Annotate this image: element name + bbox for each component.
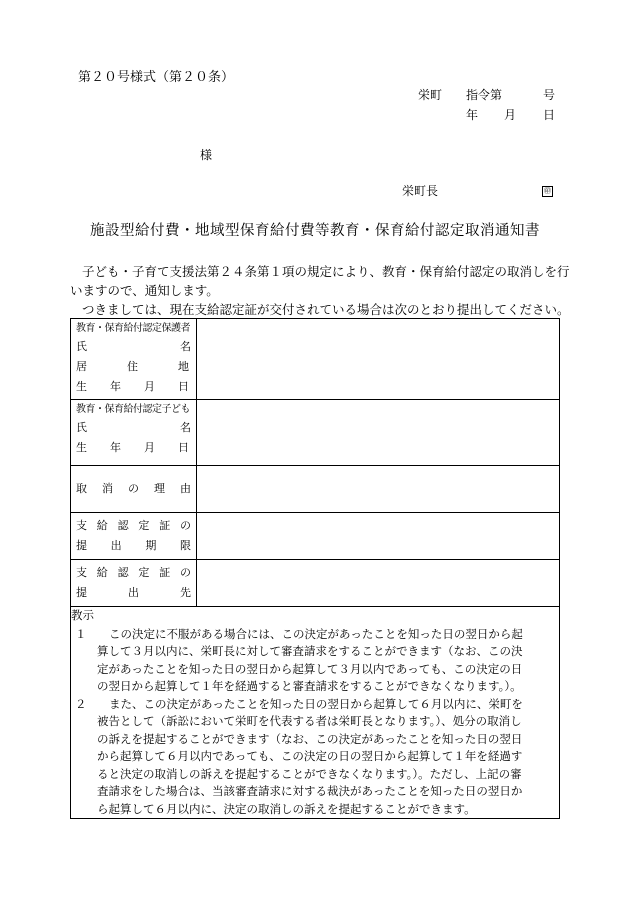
note-line: また、この決定があったことを知った日の翌日から起算して６月以内に、栄町を xyxy=(109,696,523,711)
child-birthdate-label: 生 年 月 日 xyxy=(76,441,189,454)
child-value-cell[interactable] xyxy=(197,400,560,466)
note-line: 算して３月以内に、栄町長に対して審査請求をすることができます（なお、この決 xyxy=(97,644,523,658)
guardian-birthdate-label: 生 年 月 日 xyxy=(76,380,189,393)
intro-line-1: 子ども・子育て支援法第２４条第１項の規定により、教育・保育給付認定の取消しを行 xyxy=(82,264,570,279)
date-year: 年 xyxy=(466,108,479,122)
deadline-value-cell[interactable] xyxy=(197,513,560,560)
reason-label-cell xyxy=(71,466,197,513)
intro-line-3: つきましては、現在支給認定証が交付されている場合は次のとおり提出してください。 xyxy=(82,302,570,317)
note-line: 査請求をした場合は、当該審査請求に対する裁決があったことを知った日の翌日か xyxy=(97,784,523,798)
note-line: 被告として（訴訟において栄町を代表する者は栄町長となります。）、処分の取消し xyxy=(97,714,522,728)
form-number: 第２０号様式（第２０条） xyxy=(78,70,235,85)
note-number: １ xyxy=(75,626,87,641)
sender-name: 栄町長 xyxy=(402,184,439,198)
reason-row xyxy=(71,466,560,513)
notes-heading: 教示 xyxy=(71,608,94,622)
date-month: 月 xyxy=(504,108,517,122)
document-title: 施設型給付費・地域型保育給付費等教育・保育給付認定取消通知書 xyxy=(90,223,540,239)
guardian-address-label: 居 住 地 xyxy=(76,360,189,373)
note-line: の翌日から起算して１年を経過すると審査請求をすることができなくなります。）。 xyxy=(97,679,522,693)
issuer-prefix: 栄町 xyxy=(418,88,443,102)
guardian-value-cell[interactable] xyxy=(197,319,560,400)
directive-label: 指令第 xyxy=(466,88,503,102)
date-day: 日 xyxy=(543,108,556,122)
note-line: の訴えを提起することができます（なお、この決定があったことを知った日の翌日 xyxy=(97,731,523,746)
deadline-row xyxy=(71,513,560,560)
info-table xyxy=(70,318,560,819)
note-line: ら起算して６月以内に、決定の取消しの訴えを提起することができます。 xyxy=(97,801,476,816)
deadline-label-cell xyxy=(71,513,197,560)
destination-value-cell[interactable] xyxy=(197,560,560,607)
note-text xyxy=(97,696,559,819)
destination-row xyxy=(71,560,560,607)
child-heading: 教育・保育給付認定子ども xyxy=(76,404,190,415)
reason-label: 取 消 の 理 由 xyxy=(76,482,191,495)
note-item-1 xyxy=(71,626,559,696)
note-line: この決定に不服がある場合には、この決定があったことを知った日の翌日から起 xyxy=(109,626,523,641)
guardian-name-label: 氏 名 xyxy=(76,340,191,353)
note-line: 定があったことを知った日の翌日から起算して３月以内であっても、この決定の日 xyxy=(97,661,523,676)
note-line: から起算して６月以内であっても、この決定の日の翌日から起算して１年を経過す xyxy=(97,749,523,763)
destination-label: 支 給 認 定 証 の 提 出 先 xyxy=(76,566,191,599)
guardian-label-cell xyxy=(71,319,197,400)
guardian-heading: 教育・保育給付認定保護者 xyxy=(76,323,190,334)
notes-row xyxy=(71,607,560,819)
note-item-2 xyxy=(71,696,559,819)
note-line: ると決定の取消しの訴えを提起することができなくなります。）。ただし、上記の審 xyxy=(97,766,522,781)
note-text xyxy=(97,626,559,696)
addressee-suffix: 様 xyxy=(200,148,213,162)
child-row xyxy=(71,400,560,466)
reason-value-cell[interactable] xyxy=(197,466,560,513)
deadline-label: 支 給 認 定 証 の 提 出 期 限 xyxy=(76,519,191,552)
child-name-label: 氏 名 xyxy=(76,421,191,434)
number-suffix: 号 xyxy=(543,88,556,102)
destination-label-cell xyxy=(71,560,197,607)
notes-cell xyxy=(71,607,560,819)
seal-mark: ㊞ xyxy=(544,187,551,195)
child-label-cell xyxy=(71,400,197,466)
guardian-row xyxy=(71,319,560,400)
note-number: ２ xyxy=(75,696,87,711)
intro-line-2: いますので、通知します。 xyxy=(70,283,219,298)
